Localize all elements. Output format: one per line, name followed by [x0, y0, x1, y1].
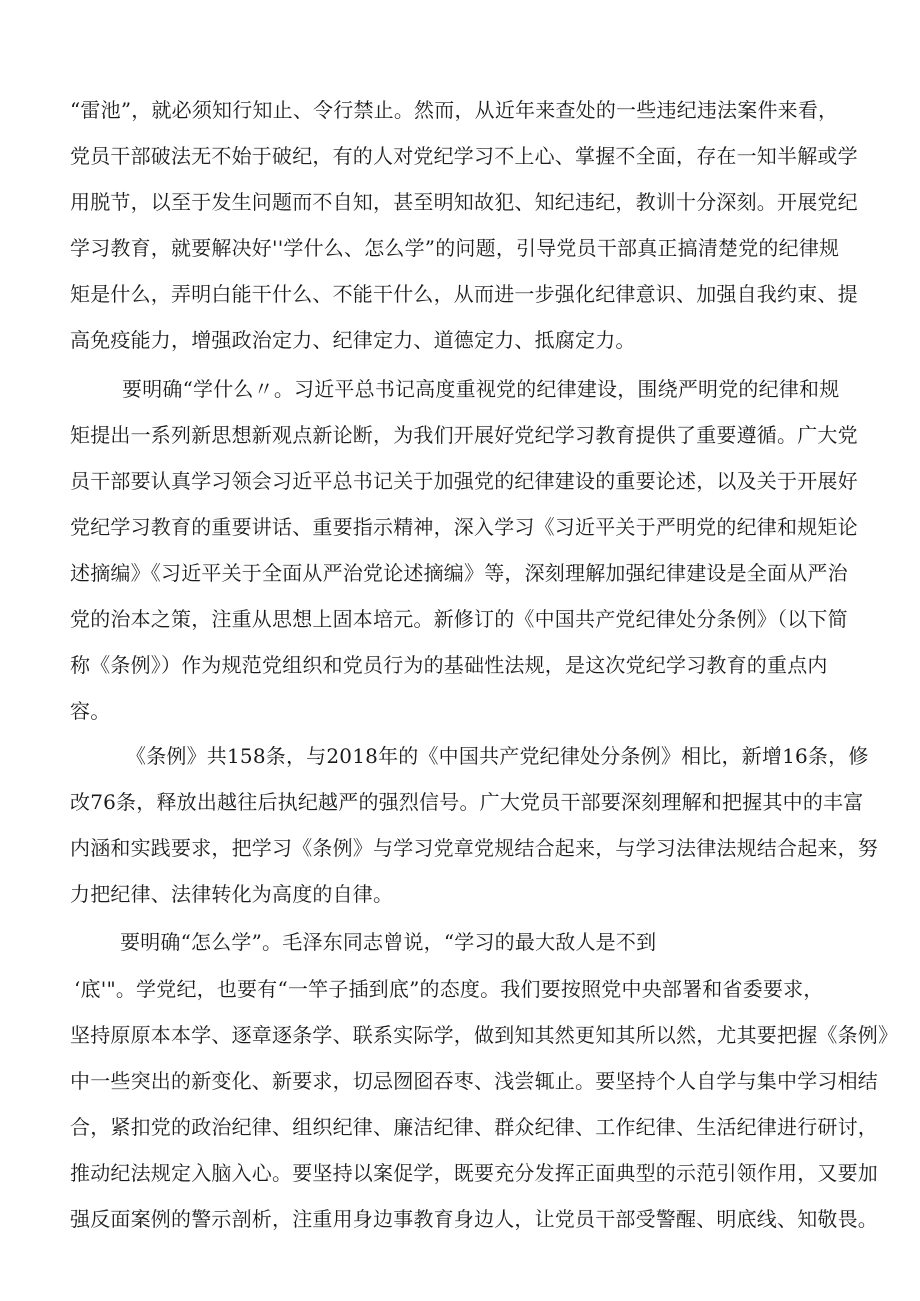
text-line: 《条例》共158条，与2018年的《中国共产党纪律处分条例》相比，新增16条，修 [126, 744, 869, 768]
text-line: 党纪学习教育的重要讲话、重要指示精神，深入学习《习近平关于严明党的纪律和规矩论 [70, 515, 858, 539]
text-line: 改76条，释放出越往后执纪越严的强烈信号。广大党员干部要深刻理解和把握其中的丰富 [70, 790, 864, 814]
text-line: 内涵和实践要求，把学习《条例》与学习党章党规结合起来，与学习法律法规结合起来，努 [70, 836, 878, 860]
text-line: 合，紧扣党的政治纪律、组织纪律、廉洁纪律、群众纪律、工作纪律、生活纪律进行研讨， [70, 1115, 878, 1139]
text-line: 学习教育，就要解决好''学什么、怎么学”的问题，引导党员干部真正搞清楚党的纪律规 [70, 236, 840, 260]
text-line: 员干部要认真学习领会习近平总书记关于加强党的纪律建设的重要论述，以及关于开展好 [70, 469, 858, 493]
text-line: 容。 [70, 699, 111, 723]
text-line: 高免疫能力，增强政治定力、纪律定力、道德定力、抵腐定力。 [70, 328, 636, 352]
text-line: 矩是什么，弄明白能干什么、不能干什么，从而进一步强化纪律意识、加强自我约束、提 [70, 282, 858, 306]
text-line: ‘底'"。学党纪，也要有“一竿子插到底”的态度。我们要按照党中央部署和省委要求， [74, 977, 824, 1001]
text-line: 述摘编》《习近平关于全面从严治党论述摘编》等，深刻理解加强纪律建设是全面从严治 [70, 561, 848, 585]
text-line: 党员干部破法无不始于破纪，有的人对党纪学习不上心、掌握不全面，存在一知半解或学 [70, 144, 858, 168]
text-line: 要明确“学什么〃。习近平总书记高度重视党的纪律建设，围绕严明党的纪律和规 [122, 377, 840, 401]
text-line: 用脱节，以至于发生问题而不自知，甚至明知故犯、知纪违纪，教训十分深刻。开展党纪 [70, 190, 858, 214]
text-line: 强反面案例的警示剖析，注重用身边事教育身边人，让党员干部受警醒、明底线、知敬畏。 [70, 1207, 878, 1231]
text-line: “雷池”，就必须知行知止、令行禁止。然而，从近年来查处的一些违纪违法案件来看， [70, 98, 839, 122]
text-line: 要明确“怎么学”。毛泽东同志曾说，“学习的最大敌人是不到 [120, 930, 657, 954]
text-line: 推动纪法规定入脑入心。要坚持以案促学，既要充分发挥正面典型的示范引领作用，又要加 [70, 1161, 878, 1185]
text-line: 中一些突出的新变化、新要求，切忌囫囵吞枣、浅尝辄止。要坚持个人自学与集中学习相结 [70, 1069, 878, 1093]
text-line: 坚持原原本本学、逐章逐条学、联系实际学，做到知其然更知其所以然，尤其要把握《条例》 [70, 1023, 899, 1047]
text-line: 矩提出一系列新思想新观点新论断，为我们开展好党纪学习教育提供了重要遵循。广大党 [70, 423, 858, 447]
text-line: 力把纪律、法律转化为高度的自律。 [70, 882, 394, 906]
text-line: 称《条例》）作为规范党组织和党员行为的基础性法规，是这次党纪学习教育的重点内 [70, 653, 828, 677]
text-line: 党的治本之策，注重从思想上固本培元。新修订的《中国共产党纪律处分条例》（以下简 [70, 607, 848, 631]
